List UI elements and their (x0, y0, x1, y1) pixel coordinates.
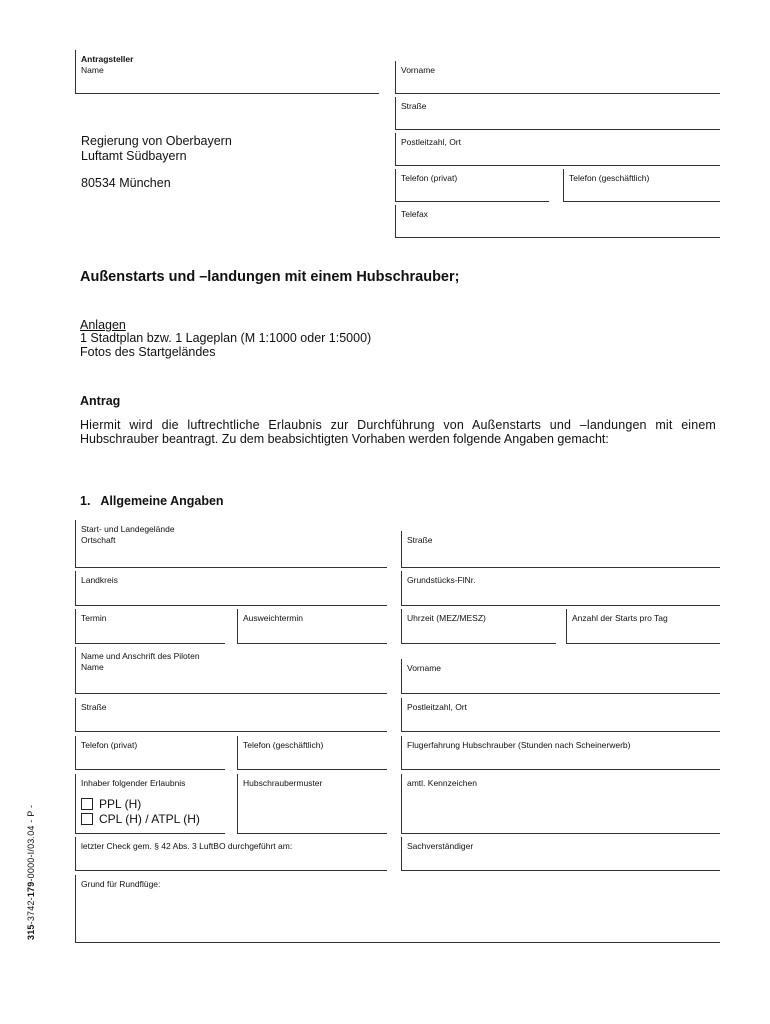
pilot-strasse-field[interactable] (75, 698, 387, 732)
uhrzeit-label: Uhrzeit (MEZ/MESZ) (407, 613, 486, 623)
pilot-tel-gesch-label: Telefon (geschäftlich) (243, 740, 324, 750)
pilot-tel-privat-field[interactable] (75, 736, 225, 770)
ortschaft-field[interactable] (75, 520, 387, 568)
pilot-name-label: Name (81, 662, 104, 672)
flurnr-field[interactable] (401, 571, 720, 606)
flugerfahrung-label: Flugerfahrung Hubschrauber (Stunden nach Scheinerwerb) (407, 740, 631, 750)
gelaende-label: Start- und Landegelände (81, 524, 175, 534)
applicant-tel-privat-field[interactable] (395, 169, 549, 202)
pilot-heading-label: Name und Anschrift des Piloten (81, 651, 200, 661)
form-number (26, 805, 36, 940)
pilot-name-field[interactable] (75, 647, 387, 694)
applicant-tel-gesch-field[interactable] (563, 169, 720, 202)
attachment-item-2: Fotos des Startgeländes (80, 345, 216, 359)
applicant-strasse-field[interactable] (395, 97, 720, 130)
applicant-plz-field[interactable] (395, 133, 720, 166)
letzter-check-label: letzter Check gem. § 42 Abs. 3 LuftBO durchgeführt am: (81, 841, 293, 851)
kennzeichen-label: amtl. Kennzeichen (407, 778, 477, 788)
form-number-bold-1: 315 (26, 924, 36, 940)
attachment-item-1: 1 Stadtplan bzw. 1 Lageplan (M 1:1000 oder 1:5000) (80, 331, 372, 345)
pilot-strasse-label: Straße (81, 702, 107, 712)
sachverstaendiger-label: Sachverständiger (407, 841, 474, 851)
form-number-rest: -0000-I/03.04 - P - (26, 804, 36, 882)
anzahl-starts-label: Anzahl der Starts pro Tag (572, 613, 668, 623)
tel-privat-label: Telefon (privat) (401, 173, 458, 183)
pilot-tel-gesch-field[interactable] (237, 736, 387, 770)
ppl-checkbox[interactable] (81, 798, 93, 810)
termin-field[interactable] (75, 609, 225, 644)
tel-gesch-label: Telefon (geschäftlich) (569, 173, 650, 183)
form-title: Außenstarts und –landungen mit einem Hubschrauber; (80, 269, 460, 285)
landkreis-label: Landkreis (81, 575, 118, 585)
ausweichtermin-field[interactable] (237, 609, 387, 644)
letzter-check-field[interactable] (75, 837, 387, 871)
grund-rundfluege-label: Grund für Rundflüge: (81, 879, 161, 889)
ppl-option-label: PPL (H) (99, 797, 142, 811)
telefax-label: Telefax (401, 209, 428, 219)
hubschraubermuster-field[interactable] (237, 774, 387, 834)
gelaende-strasse-field[interactable] (401, 531, 720, 568)
cpl-atpl-option-label: CPL (H) / ATPL (H) (99, 812, 200, 826)
recipient-city: 80534 München (81, 176, 171, 190)
ortschaft-label: Ortschaft (81, 535, 116, 545)
sachverstaendiger-field[interactable] (401, 837, 720, 871)
pilot-vorname-label: Vorname (407, 663, 442, 673)
kennzeichen-field[interactable] (401, 774, 720, 834)
vorname-label: Vorname (401, 65, 436, 75)
grund-rundfluege-field[interactable] (75, 875, 720, 943)
attachments-heading: Anlagen (80, 318, 126, 332)
erlaubnis-label: Inhaber folgender Erlaubnis (81, 778, 186, 788)
plz-label: Postleitzahl, Ort (401, 137, 461, 147)
applicant-vorname-field[interactable] (395, 61, 720, 94)
termin-label: Termin (81, 613, 107, 623)
form-number-middle: -3742- (26, 897, 36, 925)
applicant-name-field[interactable] (75, 50, 379, 94)
strasse-label: Straße (401, 101, 427, 111)
flugerfahrung-field[interactable] (401, 736, 720, 770)
antrag-line-2: Hubschrauber beantragt. Zu dem beabsichtigten Vorhaben werden folgende Angaben gemacht: (80, 432, 609, 446)
recipient-line1: Regierung von Oberbayern (81, 134, 232, 148)
applicant-telefax-field[interactable] (395, 205, 720, 238)
recipient-line2: Luftamt Südbayern (81, 149, 187, 163)
hubschraubermuster-label: Hubschraubermuster (243, 778, 323, 788)
gelaende-strasse-label: Straße (407, 535, 433, 545)
pilot-vorname-field[interactable] (401, 659, 720, 694)
pilot-plz-field[interactable] (401, 698, 720, 732)
anzahl-starts-field[interactable] (566, 609, 720, 644)
landkreis-field[interactable] (75, 571, 387, 606)
uhrzeit-field[interactable] (401, 609, 556, 644)
applicant-title: Antragsteller (81, 54, 134, 64)
antrag-heading: Antrag (80, 394, 121, 408)
ausweichtermin-label: Ausweichtermin (243, 613, 303, 623)
section1-heading: 1. Allgemeine Angaben (80, 494, 224, 508)
name-label: Name (81, 65, 104, 75)
pilot-plz-label: Postleitzahl, Ort (407, 702, 467, 712)
pilot-tel-privat-label: Telefon (privat) (81, 740, 138, 750)
form-number-bold-2: 179 (26, 881, 36, 898)
flurnr-label: Grundstücks-FlNr. (407, 575, 476, 585)
antrag-line-1: Hiermit wird die luftrechtliche Erlaubnis zur Durchführung von Außenstarts und –landungen mit einem (80, 418, 716, 432)
cpl-atpl-checkbox[interactable] (81, 813, 93, 825)
